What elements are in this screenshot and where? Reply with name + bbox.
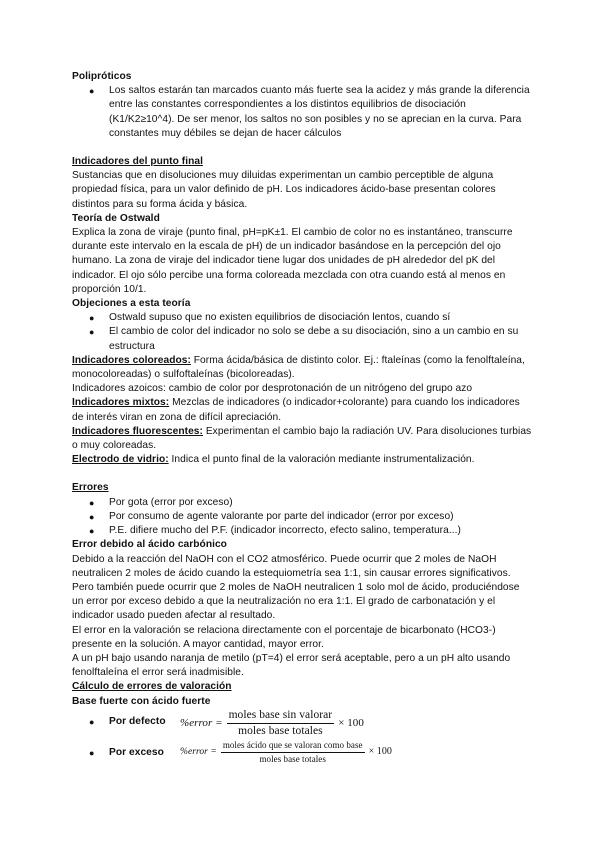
fraction	[221, 740, 365, 765]
term-coloreados: Indicadores coloreados:	[72, 354, 191, 366]
section-heading-poliproticos: Polipróticos	[72, 71, 132, 82]
subheading-objeciones: Objeciones a esta teoría	[72, 298, 191, 310]
section-heading-indicadores: Indicadores del punto final	[72, 156, 203, 168]
list-item	[72, 510, 532, 524]
section-heading-errores: Errores	[72, 482, 109, 494]
fraction-numerator: moles ácido que se valoran como base	[221, 740, 365, 753]
bullet-icon: ●	[89, 327, 95, 338]
indicadores-mixtos	[72, 396, 532, 424]
poliproticos-list	[72, 84, 532, 141]
indicadores-intro: Sustancias que en disoluciones muy diluidas experimentan un cambio perceptible de alguna propiedad física, para un valor definido de pH. Los indicadores ácido-base presentan colores distintos para su forma ácida y básica.	[72, 170, 496, 210]
list-item	[72, 496, 532, 510]
list-item-text: Los saltos estarán tan marcados cuanto más fuerte sea la acidez y más grande la diferencia entre las constantes correspondientes a los distintos equilibrios de disociación (K1/K2≥10^4). De ser menor, los saltos no son posibles y no se aprecian en la curva. Para constantes muy débiles se dejan de hacer cálculos	[109, 85, 530, 139]
indicadores-coloreados	[72, 354, 532, 382]
carbonico-paragraph-1: Debido a la reacción del NaOH con el CO2 atmosférico. Puede ocurrir que 2 moles de NaOH neutralicen 2 moles de ácido cuando la estequiometría sea 1:1, sin causar errores significativos. Pero también puede ocurrir que 2 moles de NaOH neutralicen 1 solo mol de ácido, produciéndose un error por exceso debido a que la neutralización no era 1:1. El grado de carbonatación y el indicador usado pueden afectar al resultado.	[72, 553, 520, 622]
bullet-icon: ●	[89, 86, 95, 97]
formula-label-defecto: Por defecto	[109, 715, 166, 727]
document-page	[72, 70, 532, 766]
definition-electrodo: Indica el punto final de la valoración mediante instrumentalización.	[168, 454, 475, 466]
subheading-base-acido: Base fuerte con ácido fuerte	[72, 695, 211, 707]
formula-label-exceso: Por exceso	[109, 746, 164, 758]
ostwald-paragraph: Explica la zona de viraje (punto final, pH=pK±1. El cambio de color no es instantáneo, transcurre durante este intervalo en la escala de pH) de un indicador basándose en la percepción del ojo humano. La zona de viraje del indicador tiene lugar dos unidades de pH alrededor del pK del indicador. El ojo sólo percibe una forma coloreada mezclada con otra cuando está al menos en proporción 10/1.	[72, 227, 513, 295]
list-item-text: Por gota (error por exceso)	[109, 496, 233, 508]
list-item-text: Ostwald supuso que no existen equilibrios de disociación lentos, cuando sí	[109, 312, 451, 324]
fraction-denominator: moles base totales	[259, 753, 326, 764]
formula-row-exceso	[72, 740, 532, 766]
fraction-numerator: moles base sin valorar	[227, 709, 335, 724]
list-item	[72, 524, 532, 538]
list-item	[72, 311, 532, 325]
indicadores-fluorescentes	[72, 425, 532, 453]
bullet-icon: ●	[89, 526, 95, 537]
list-item-text: Por consumo de agente valorante por parte del indicador (error por exceso)	[109, 510, 454, 522]
errores-list	[72, 496, 532, 539]
definition-fluorescentes: Experimentan el cambio bajo la radiación UV. Para disoluciones turbias o muy coloreadas.	[72, 425, 532, 452]
formula-exceso	[180, 740, 392, 765]
term-mixtos: Indicadores mixtos:	[72, 397, 170, 409]
fraction	[227, 709, 335, 738]
section-heading-calculo: Cálculo de errores de valoración	[72, 681, 232, 693]
subheading-ostwald: Teoría de Ostwald	[72, 212, 160, 224]
list-item	[72, 84, 532, 141]
definition-coloreados: Forma ácida/básica de distinto color. Ej.: ftaleínas (como la fenolftaleína, monocoloreadas) o sulfoftaleínas (bicoloreadas).	[72, 354, 525, 381]
bullet-icon: ●	[89, 511, 95, 522]
list-item-text: P.E. difiere mucho del P.F. (indicador incorrecto, efecto salino, temperatura...)	[109, 525, 461, 537]
bullet-icon: ●	[89, 313, 95, 324]
formula-lhs: %error =	[180, 717, 223, 730]
term-fluorescentes: Indicadores fluorescentes:	[72, 425, 203, 437]
formula-row-defecto	[72, 709, 532, 735]
electrodo-vidrio	[72, 453, 532, 467]
formula-multiplier: × 100	[368, 746, 392, 758]
bullet-icon: ●	[89, 497, 95, 508]
term-electrodo: Electrodo de vidrio:	[72, 454, 169, 466]
formula-multiplier: × 100	[338, 717, 364, 730]
list-item	[72, 325, 532, 353]
bullet-icon: ●	[89, 716, 95, 727]
fraction-denominator: moles base totales	[238, 724, 323, 737]
formula-lhs: %error =	[180, 747, 217, 758]
list-item-text: El cambio de color del indicador no solo se debe a su disociación, sino a un cambio en su estructura	[109, 326, 519, 352]
carbonico-paragraph-2: El error en la valoración se relaciona directamente con el porcentaje de bicarbonato (HCO3-) presente en la solución. A mayor cantidad, mayor error.	[72, 624, 496, 650]
carbonico-paragraph-3: A un pH bajo usando naranja de metilo (pT=4) el error será aceptable, pero a un pH alto usando fenolftaleína el error será inadmisible.	[72, 652, 511, 679]
bullet-icon: ●	[89, 747, 95, 758]
indicadores-azoicos: Indicadores azoicos: cambio de color por desprotonación de un nitrógeno del grupo azo	[72, 383, 473, 395]
subheading-carbonico: Error debido al ácido carbónico	[72, 539, 227, 551]
formula-defecto	[180, 709, 364, 738]
definition-mixtos: Mezclas de indicadores (o indicador+colorante) para cuando los indicadores de interés viran en zona de difícil apreciación.	[72, 397, 520, 423]
objeciones-list	[72, 311, 532, 354]
